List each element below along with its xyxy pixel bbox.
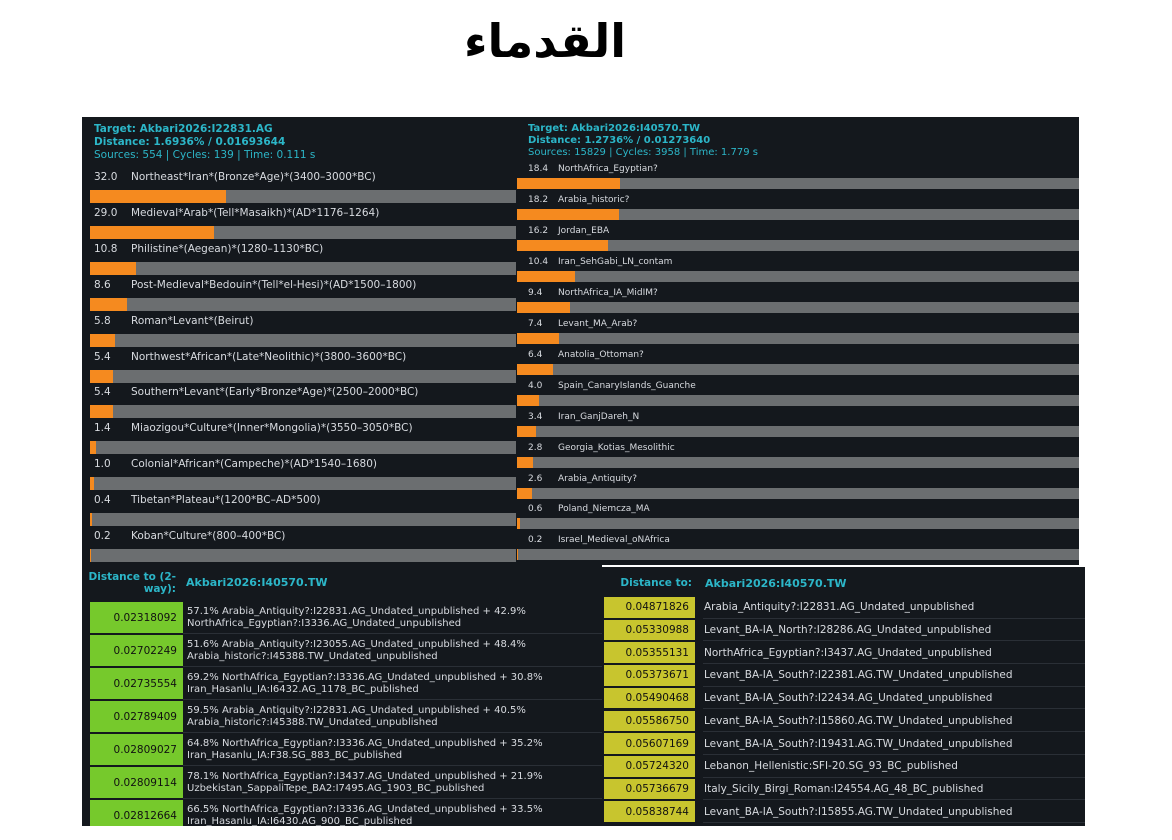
bar-row: [516, 319, 1079, 350]
bar-category-label: Anatolia_Ottoman?: [558, 349, 644, 360]
distance-source: 66.5% NorthAfrica_Egyptian?:I3336.AG_Undated_unpublished + 33.5% Iran_Hasanlu_IA:I6430.AG_900_BC_published: [187, 803, 543, 826]
distance-value: 0.05330988: [604, 620, 695, 641]
distance-value: 0.05724320: [604, 756, 695, 777]
distance-value: 0.02809027: [90, 734, 183, 765]
bar-track: [90, 405, 516, 418]
bar-row: [82, 494, 516, 530]
bar-category-label: NorthAfrica_IA_MidIM?: [558, 287, 658, 298]
bar-label: [528, 288, 658, 298]
distance-target: Akbari2026:I40570.TW: [705, 577, 847, 590]
distance-source: Levant_BA-IA_South?:I22434.AG_Undated_unpublished: [704, 692, 993, 705]
distance-value: 0.02812664: [90, 800, 183, 826]
bar-fill: [517, 333, 559, 344]
bar-label: [94, 351, 406, 363]
distance-source: 51.6% Arabia_Antiquity?:I23055.AG_Undated_unpublished + 48.4% Arabia_historic?:I45388.TW_Undated_unpublished: [187, 638, 526, 662]
bar-track: [90, 190, 516, 203]
distance-value: 0.02735554: [90, 668, 183, 699]
bar-fill: [90, 441, 96, 454]
bar-value-label: 9.4: [528, 287, 543, 298]
right-target: Target: Akbari2026:I40570.TW: [528, 123, 701, 134]
bar-fill: [517, 395, 539, 406]
bar-category-label: Post-Medieval*Bedouin*(Tell*el-Hesi)*(AD*1500–1800): [131, 278, 417, 291]
distance-row: [82, 766, 602, 799]
bar-fill: [517, 518, 520, 529]
bar-fill: [90, 226, 214, 239]
distance-value: 0.02702249: [90, 635, 183, 666]
bar-track: [517, 178, 1079, 189]
bar-value-label: 18.2: [528, 194, 549, 205]
bar-category-label: Israel_Medieval_oNAfrica: [558, 535, 670, 546]
bar-category-label: Colonial*African*(Campeche)*(AD*1540–1680): [131, 458, 377, 471]
bar-category-label: Poland_Niemcza_MA: [558, 504, 650, 515]
bar-category-label: Southern*Levant*(Early*Bronze*Age)*(2500–2000*BC): [131, 386, 419, 399]
bar-label: [94, 243, 323, 255]
bar-track: [517, 364, 1079, 375]
bar-fill: [517, 426, 536, 437]
bar-track: [517, 240, 1079, 251]
bar-value-label: 29.0: [94, 206, 118, 219]
bar-label: [528, 381, 696, 391]
bar-fill: [517, 271, 575, 282]
distance-value: 0.05355131: [604, 642, 695, 663]
bar-fill: [517, 488, 532, 499]
bar-label: [94, 207, 379, 219]
bar-category-label: Philistine*(Aegean)*(1280–1130*BC): [131, 242, 324, 255]
distance-value: 0.05838744: [604, 801, 695, 822]
bar-category-label: Arabia_Antiquity?: [558, 473, 638, 484]
distance-value: 0.05586750: [604, 711, 695, 732]
right-panel-header: [516, 117, 1079, 159]
distance-source: Italy_Sicily_Birgi_Roman:I24554.AG_48_BC_published: [704, 782, 984, 795]
distance-caption: Distance to:: [620, 577, 692, 589]
bar-label: [528, 474, 637, 484]
distance-row: [602, 778, 1085, 801]
bar-category-label: Miaozigou*Culture*(Inner*Mongolia)*(3550–3050*BC): [131, 422, 413, 435]
bar-track: [90, 441, 516, 454]
bar-row: [82, 243, 516, 279]
bar-label: [528, 504, 650, 514]
bar-value-label: 2.8: [528, 442, 543, 453]
distance-value: 0.05607169: [604, 733, 695, 754]
bar-value-label: 18.4: [528, 164, 549, 174]
distance-row: [82, 799, 602, 826]
bar-category-label: Iran_GanjDareh_N: [558, 411, 640, 422]
two-way-distance-caption: Distance to (2-way):: [88, 571, 176, 595]
bar-value-label: 10.8: [94, 242, 118, 255]
bar-fill: [90, 262, 136, 275]
bar-value-label: 4.0: [528, 380, 543, 391]
bar-category-label: Spain_CanaryIslands_Guanche: [558, 380, 696, 391]
bar-category-label: NorthAfrica_Egyptian?: [558, 164, 658, 174]
distance-row: [82, 700, 602, 733]
bar-row: [516, 164, 1079, 195]
bar-track: [517, 395, 1079, 406]
bar-value-label: 1.0: [94, 458, 111, 471]
bar-category-label: Arabia_historic?: [558, 194, 630, 205]
distance-source: Lebanon_Hellenistic:SFI-20.SG_93_BC_published: [704, 760, 958, 773]
distance-value: 0.05490468: [604, 688, 695, 709]
bar-row: [82, 386, 516, 422]
distance-value: 0.05736679: [604, 779, 695, 800]
bar-label: [94, 386, 418, 398]
bar-value-label: 5.4: [94, 350, 111, 363]
bar-fill: [90, 549, 91, 562]
distance-source: Levant_BA-IA_North?:I28286.AG_Undated_unpublished: [704, 624, 992, 637]
bar-category-label: Tibetan*Plateau*(1200*BC–AD*500): [131, 494, 321, 507]
bar-row: [516, 226, 1079, 257]
distance-value: 0.02318092: [90, 602, 183, 633]
bar-label: [528, 195, 629, 205]
bar-label: [528, 164, 658, 174]
distance-row: [602, 619, 1085, 642]
right-distance: Distance: 1.2736% / 0.01273640: [528, 135, 711, 146]
bar-row: [516, 288, 1079, 319]
distance-row: [602, 664, 1085, 687]
bar-row: [82, 530, 516, 565]
bar-value-label: 32.0: [94, 171, 118, 183]
distance-source: NorthAfrica_Egyptian?:I3437.AG_Undated_unpublished: [704, 646, 992, 659]
bar-label: [94, 530, 285, 542]
bar-row: [82, 315, 516, 351]
bar-category-label: Northwest*African*(Late*Neolithic)*(3800–3600*BC): [131, 350, 407, 363]
bar-row: [516, 443, 1079, 474]
bar-value-label: 5.8: [94, 314, 111, 327]
bar-value-label: 10.4: [528, 256, 549, 267]
bar-track: [517, 549, 1079, 560]
bar-category-label: Koban*Culture*(800–400*BC): [131, 530, 286, 542]
bar-value-label: 0.6: [528, 504, 543, 515]
bar-fill: [517, 549, 518, 560]
left-panel-header: [82, 117, 516, 162]
bar-fill: [517, 209, 619, 220]
bar-row: [516, 412, 1079, 443]
distance-row: [82, 667, 602, 700]
left-target: Target: Akbari2026:I22831.AG: [94, 123, 273, 135]
bar-value-label: 1.4: [94, 422, 111, 435]
bar-label: [94, 458, 377, 470]
bar-category-label: Northeast*Iran*(Bronze*Age)*(3400–3000*BC): [131, 171, 376, 183]
bar-fill: [90, 334, 115, 347]
bar-label: [528, 535, 670, 545]
bar-value-label: 8.6: [94, 278, 111, 291]
bar-fill: [517, 457, 533, 468]
right-admixture-panel: [516, 117, 1079, 565]
left-distance: Distance: 1.6936% / 0.01693644: [94, 136, 286, 148]
bar-row: [516, 350, 1079, 381]
distance-table: [602, 567, 1085, 826]
bar-row: [82, 171, 516, 207]
bar-value-label: 0.4: [94, 494, 111, 507]
bar-label: [94, 171, 376, 183]
bar-label: [94, 279, 416, 291]
bar-label: [528, 319, 637, 329]
bar-fill: [90, 513, 92, 526]
distance-row: [82, 634, 602, 667]
bar-track: [90, 477, 516, 490]
bar-fill: [517, 302, 570, 313]
bar-label: [94, 494, 321, 506]
distance-source: 64.8% NorthAfrica_Egyptian?:I3336.AG_Undated_unpublished + 35.2% Iran_Hasanlu_IA:F38.SG_883_BC_published: [187, 737, 543, 761]
bar-track: [517, 333, 1079, 344]
bar-category-label: Georgia_Kotias_Mesolithic: [558, 442, 675, 453]
bar-track: [517, 518, 1079, 529]
bar-row: [82, 279, 516, 315]
bar-row: [516, 535, 1079, 565]
bar-value-label: 6.4: [528, 349, 543, 360]
bar-category-label: Roman*Levant*(Beirut): [131, 314, 254, 327]
two-way-distance-table: [82, 565, 602, 826]
bar-track: [90, 370, 516, 383]
page-title: القدماء: [464, 14, 626, 68]
bar-track: [90, 513, 516, 526]
distance-value: 0.04871826: [604, 597, 695, 618]
bar-fill: [90, 477, 94, 490]
bar-fill: [517, 240, 608, 251]
distance-source: Levant_BA-IA_South?:I22381.AG.TW_Undated_unpublished: [704, 669, 1013, 682]
bar-track: [90, 549, 516, 562]
bar-row: [82, 351, 516, 387]
bar-fill: [90, 370, 113, 383]
bar-label: [94, 422, 413, 434]
bar-value-label: 16.2: [528, 225, 549, 236]
distance-value: 0.02809114: [90, 767, 183, 798]
bar-row: [516, 381, 1079, 412]
bar-row: [516, 257, 1079, 288]
distance-row: [602, 800, 1085, 823]
bar-track: [90, 226, 516, 239]
bar-fill: [517, 364, 553, 375]
bar-value-label: 0.2: [94, 530, 111, 542]
bar-label: [528, 257, 672, 267]
distance-row: [602, 687, 1085, 710]
distance-row: [602, 641, 1085, 664]
bar-track: [517, 426, 1079, 437]
distance-source: Levant_BA-IA_South?:I19431.AG.TW_Undated_unpublished: [704, 737, 1013, 750]
bar-row: [516, 504, 1079, 535]
bar-row: [516, 474, 1079, 505]
distance-value: 0.02789409: [90, 701, 183, 732]
distance-source: Arabia_Antiquity?:I22831.AG_Undated_unpublished: [704, 601, 975, 614]
bar-track: [517, 302, 1079, 313]
bar-track: [90, 334, 516, 347]
bar-label: [528, 412, 639, 422]
bar-value-label: 0.2: [528, 535, 543, 546]
distance-row: [82, 601, 602, 634]
bar-value-label: 7.4: [528, 318, 543, 329]
bar-value-label: 5.4: [94, 386, 111, 399]
bar-category-label: Iran_SehGabi_LN_contam: [558, 256, 673, 267]
distance-row: [602, 596, 1085, 619]
distance-source: 69.2% NorthAfrica_Egyptian?:I3336.AG_Undated_unpublished + 30.8% Iran_Hasanlu_IA:I6432.AG_1178_BC_published: [187, 671, 543, 695]
two-way-distance-target: Akbari2026:I40570.TW: [186, 576, 328, 589]
distance-source: 57.1% Arabia_Antiquity?:I22831.AG_Undated_unpublished + 42.9% NorthAfrica_Egyptian?:I3336.AG_Undated_unpublished: [187, 605, 526, 629]
bar-value-label: 3.4: [528, 411, 543, 422]
bar-row: [82, 422, 516, 458]
distance-row: [82, 733, 602, 766]
bar-label: [528, 443, 675, 453]
left-stats: Sources: 554 | Cycles: 139 | Time: 0.111 s: [94, 149, 316, 161]
bar-value-label: 2.6: [528, 473, 543, 484]
bar-row: [516, 195, 1079, 226]
bar-fill: [90, 298, 127, 311]
bar-fill: [90, 190, 226, 203]
bar-row: [82, 458, 516, 494]
bar-category-label: Medieval*Arab*(Tell*Masaikh)*(AD*1176–1264): [131, 206, 380, 219]
distance-row: [602, 710, 1085, 733]
distance-source: Levant_BA-IA_South?:I15855.AG.TW_Undated_unpublished: [704, 805, 1013, 818]
bar-label: [528, 350, 644, 360]
bar-category-label: Jordan_EBA: [558, 225, 610, 236]
left-admixture-panel: [82, 117, 516, 565]
bar-label: [94, 315, 253, 327]
bar-track: [90, 298, 516, 311]
distance-row: [602, 732, 1085, 755]
bar-track: [517, 209, 1079, 220]
distance-value: 0.05373671: [604, 665, 695, 686]
bar-track: [517, 271, 1079, 282]
distance-source: 78.1% NorthAfrica_Egyptian?:I3437.AG_Undated_unpublished + 21.9% Uzbekistan_SappaliTepe_BA2:I7495.AG_1903_BC_published: [187, 770, 543, 794]
bar-track: [90, 262, 516, 275]
distance-source: 59.5% Arabia_Antiquity?:I22831.AG_Undated_unpublished + 40.5% Arabia_historic?:I45388.TW_Undated_unpublished: [187, 704, 526, 728]
distance-row: [602, 755, 1085, 778]
row-divider: [703, 822, 1085, 823]
distance-source: Levant_BA-IA_South?:I15860.AG.TW_Undated_unpublished: [704, 714, 1013, 727]
bar-track: [517, 488, 1079, 499]
bar-fill: [90, 405, 113, 418]
bar-track: [517, 457, 1079, 468]
bar-row: [82, 207, 516, 243]
bar-category-label: Levant_MA_Arab?: [558, 318, 638, 329]
two-way-distance-header: [82, 565, 602, 599]
right-stats: Sources: 15829 | Cycles: 3958 | Time: 1.779 s: [528, 147, 758, 158]
bar-label: [528, 226, 609, 236]
bar-fill: [517, 178, 620, 189]
